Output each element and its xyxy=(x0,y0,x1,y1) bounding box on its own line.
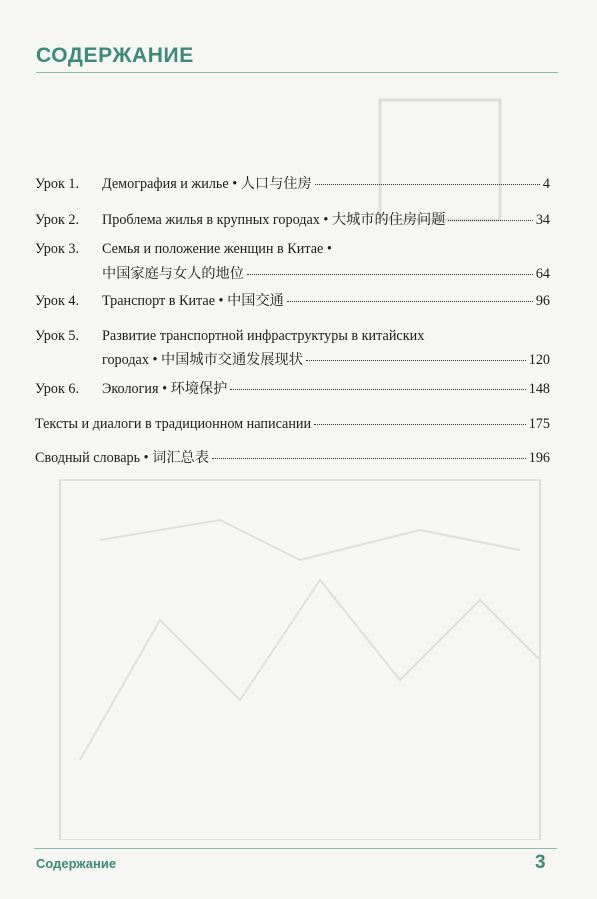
title-divider xyxy=(36,72,558,73)
toc-entry-page[interactable]: 148 xyxy=(528,381,550,397)
dot-leader xyxy=(247,274,533,275)
page-title: СОДЕРЖАНИЕ xyxy=(36,44,194,67)
running-footer-section: Содержание xyxy=(36,856,117,871)
toc-entry-page[interactable]: 196 xyxy=(528,450,550,466)
toc-entry-label: Урок 6. xyxy=(35,381,80,397)
toc-entry-lesson-3[interactable] xyxy=(35,239,550,291)
toc-entry-title[interactable]: Проблема жилья в крупных городах • 大城市的住房问题 xyxy=(102,212,446,228)
toc-entry-page[interactable]: 120 xyxy=(528,352,550,368)
toc-entry-label: Урок 2. xyxy=(35,212,80,228)
toc-entry-title[interactable]: Транспорт в Китае • 中国交通 xyxy=(102,293,284,309)
toc-entry-lesson-5[interactable] xyxy=(35,326,550,379)
dot-leader xyxy=(306,360,526,361)
toc-entry-page[interactable]: 34 xyxy=(535,212,550,228)
dot-leader xyxy=(212,458,526,459)
toc-entry-label: Урок 4. xyxy=(35,293,80,309)
toc-entry-lesson-6[interactable] xyxy=(35,379,550,414)
toc-entry-title[interactable]: Развитие транспортной инфраструктуры в китайских xyxy=(102,328,425,344)
toc-entry-page[interactable]: 64 xyxy=(535,266,550,282)
toc-entry-page[interactable]: 4 xyxy=(542,176,550,192)
toc-entry-title-continued[interactable]: 中国家庭与女人的地位 xyxy=(102,266,244,282)
toc-entry-label: Урок 5. xyxy=(35,328,80,344)
toc-entry-traditional-texts[interactable] xyxy=(35,414,550,448)
toc-entry-title[interactable]: Тексты и диалоги в традиционном написании xyxy=(35,416,312,432)
toc-entry-label: Урок 3. xyxy=(35,241,80,257)
toc-entry-lesson-1[interactable] xyxy=(35,174,550,210)
toc-entry-lesson-2[interactable] xyxy=(35,210,550,239)
toc-entry-lesson-4[interactable] xyxy=(35,291,550,326)
dot-leader xyxy=(230,389,525,390)
dot-leader xyxy=(448,220,532,221)
toc-entry-title[interactable]: Семья и положение женщин в Китае • xyxy=(102,241,332,257)
table-of-contents xyxy=(35,174,550,478)
toc-entry-page[interactable]: 175 xyxy=(528,416,550,432)
page-number: 3 xyxy=(535,852,546,873)
toc-entry-title[interactable]: Сводный словарь • 词汇总表 xyxy=(35,450,209,466)
dot-leader xyxy=(315,184,540,185)
dot-leader xyxy=(314,424,526,425)
toc-entry-glossary[interactable] xyxy=(35,448,550,478)
toc-entry-title-continued[interactable]: городах • 中国城市交通发展现状 xyxy=(102,352,303,368)
toc-entry-label: Урок 1. xyxy=(35,176,80,192)
footer-divider xyxy=(34,848,557,849)
toc-entry-page[interactable]: 96 xyxy=(535,293,550,309)
toc-entry-title[interactable]: Демография и жилье • 人口与住房 xyxy=(102,176,312,192)
toc-entry-title[interactable]: Экология • 环境保护 xyxy=(102,381,228,397)
dot-leader xyxy=(287,301,533,302)
